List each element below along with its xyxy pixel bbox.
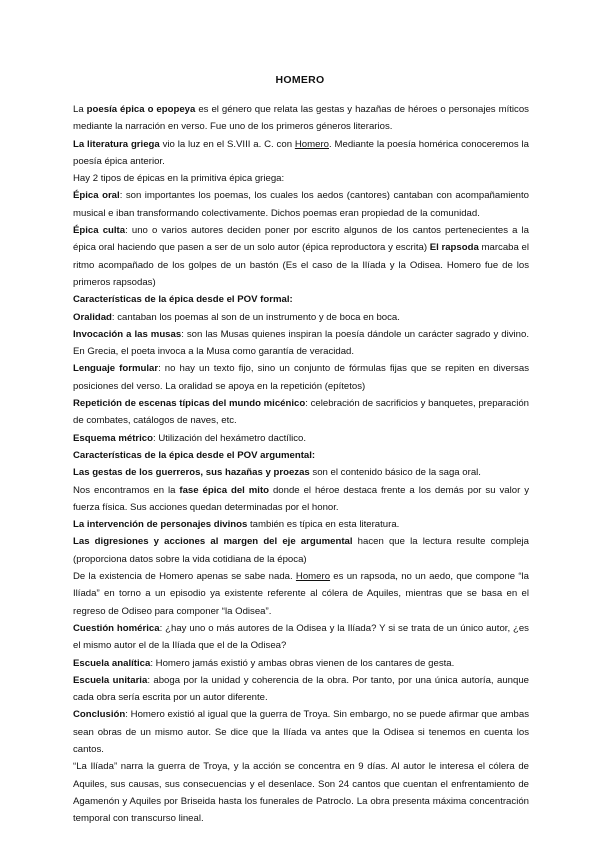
bold-term: La literatura griega: [73, 138, 160, 150]
paragraph-warrior-deeds: [73, 464, 529, 481]
text-run: : no hay un texto fijo, sino un conjunto de fórmulas fijas que se repiten en diversas posiciones del verso. La oralidad se apoya en la repetición (epítetos): [73, 363, 529, 392]
bold-term: Repetición de escenas típicas del mundo micénico: [73, 398, 306, 410]
paragraph-divine-characters: [73, 516, 529, 533]
paragraph-typical-scenes: [73, 395, 529, 430]
paragraph-types: [73, 170, 529, 187]
bold-term: Las digresiones y acciones al margen del eje argumental: [73, 536, 353, 548]
text-run: : Homero existió al igual que la guerra de Troya. Sin embargo, no se puede afirmar que ambas sean obras de un mismo autor. Se dice que la Ilíada va antes que la Odisea si tenemos en cuenta los cantos.: [73, 709, 529, 755]
text-run: : Homero jamás existió y ambas obras vienen de los cantares de gesta.: [150, 657, 455, 669]
bold-term: Épica oral: [73, 190, 120, 202]
bold-term: Lenguaje formular: [73, 363, 159, 375]
bold-term: Conclusión: [73, 709, 126, 721]
paragraph-orality: [73, 309, 529, 326]
text-run: : Utilización del hexámetro dactílico.: [152, 432, 307, 444]
paragraph-greek-literature: [73, 136, 529, 171]
text-run: La: [73, 104, 87, 115]
paragraph-iliad: [73, 758, 529, 827]
text-run: marcaba el ritmo acompañado de los golpes de un bastón (Es el caso de la Ilíada y la Odisea. Homero fue de los primeros rapsodas): [73, 242, 529, 288]
section-heading: Características de la épica desde el POV formal:: [73, 294, 293, 306]
bold-term: Cuestión homérica: [73, 622, 160, 634]
paragraph-intro: [73, 101, 529, 136]
text-run: hacen que la lectura resulte compleja (proporciona datos sobre la vida cotidiana de la época): [73, 536, 530, 565]
bold-term: poesía épica o epopeya: [86, 104, 196, 115]
paragraph-digressions: [73, 533, 529, 568]
bold-term: Invocación a las musas: [73, 328, 182, 340]
paragraph-homer-existence: [73, 568, 529, 620]
paragraph-oral-epic: [73, 187, 529, 222]
text-run: Hay 2 tipos de épicas en la primitiva épica griega:: [73, 173, 285, 185]
paragraph-analytic-school: [73, 655, 529, 672]
text-run: : son importantes los poemas, los cuales los aedos (cantores) cantaban con acompañamiento musical e iban transformando colectivamente. Dichos poemas eran propiedad de la comunidad.: [73, 190, 529, 219]
bold-term: El rapsoda: [429, 242, 479, 254]
text-run: . Mediante la poesía homérica conoceremos la poesía épica anterior.: [73, 138, 529, 167]
heading-formal-features: [73, 291, 529, 308]
text-run: : aboga por la unidad y coherencia de la obra. Por tanto, por una única autoría, aunque cada obra sería escrita por un autor diferente.: [73, 674, 529, 704]
page-title: HOMERO: [275, 74, 325, 86]
text-run: es un rapsoda, no un aedo, que compone “la Ilíada” en torno a un episodio ya existente referente al cólera de Aquiles, mientras que se basa en el regreso de Odiseo para componer “la Odisea”.: [73, 571, 529, 617]
bold-term: Esquema métrico: [73, 432, 153, 444]
paragraph-epic-phase: [73, 482, 529, 517]
paragraph-unitary-school: [73, 672, 529, 707]
text-run: también es típica en esta literatura.: [247, 519, 400, 531]
bold-term: fase épica del mito: [179, 484, 270, 496]
paragraph-muses: [73, 326, 529, 361]
bold-term: Las gestas de los guerreros, sus hazañas y proezas: [73, 467, 310, 479]
heading-argument-features: [73, 447, 529, 464]
underlined-term: Homero: [294, 138, 329, 150]
paragraph-metric: [73, 430, 529, 447]
text-run: : cantaban los poemas al son de un instrumento y de boca en boca.: [111, 311, 400, 323]
underlined-term: Homero: [295, 571, 331, 583]
bold-term: La intervención de personajes divinos: [73, 519, 248, 531]
document-body: [73, 101, 529, 827]
paragraph-cult-epic: [73, 222, 529, 291]
text-run: donde el héroe destaca frente a los demás por su valor y fuerza física. Sus acciones quedan determinadas por el honor.: [73, 484, 529, 513]
bold-term: Épica culta: [73, 225, 126, 237]
text-run: : celebración de sacrificios y banquetes, preparación de combates, catálogos de naves, etc.: [73, 398, 529, 427]
text-run: : son las Musas quienes inspiran la poesía dándole un carácter sagrado y divino. En Grecia, el poeta invoca a la Musa como garantía de veracidad.: [73, 328, 529, 358]
bold-term: Escuela analítica: [73, 657, 151, 669]
section-heading: Características de la épica desde el POV argumental:: [73, 449, 316, 461]
paragraph-conclusion: [73, 706, 529, 758]
text-run: “La Ilíada” narra la guerra de Troya, y la acción se concentra en 9 días. Al autor le interesa el cólera de Aquiles, sus causas, sus consecuencias y el desenlace. Son 24 cantos que cuentan el enfrentamiento de Agamenón y Aquiles por Briseida hasta los funerales de Patroclo. La obra presenta máxima concentración temporal con transcurso lineal.: [73, 761, 529, 825]
text-run: Nos encontramos en la: [73, 484, 180, 496]
bold-term: Oralidad: [73, 311, 112, 323]
text-run: son el contenido básico de la saga oral.: [309, 467, 481, 479]
bold-term: Escuela unitaria: [73, 674, 148, 686]
text-run: : uno o varios autores deciden poner por escrito algunos de los cantos pertenecientes a la épica oral haciendo que pasen a ser de un solo autor (épica reproductora y escrita): [73, 225, 529, 254]
text-run: vio la luz en el S.VIII a. C. con: [159, 138, 295, 150]
paragraph-homeric-question: [73, 620, 529, 655]
text-run: : ¿hay uno o más autores de la Odisea y la Ilíada? Y si se trata de un único autor, ¿es el mismo autor el de la Ilíada que el de la Odisea?: [73, 622, 529, 652]
text-run: es el género que relata las gestas y hazañas de héroes o personajes míticos mediante la narración en verso. Fue uno de los primeros géneros literarios.: [73, 104, 529, 133]
paragraph-formulaic-language: [73, 360, 529, 395]
text-run: De la existencia de Homero apenas se sabe nada.: [73, 571, 296, 583]
